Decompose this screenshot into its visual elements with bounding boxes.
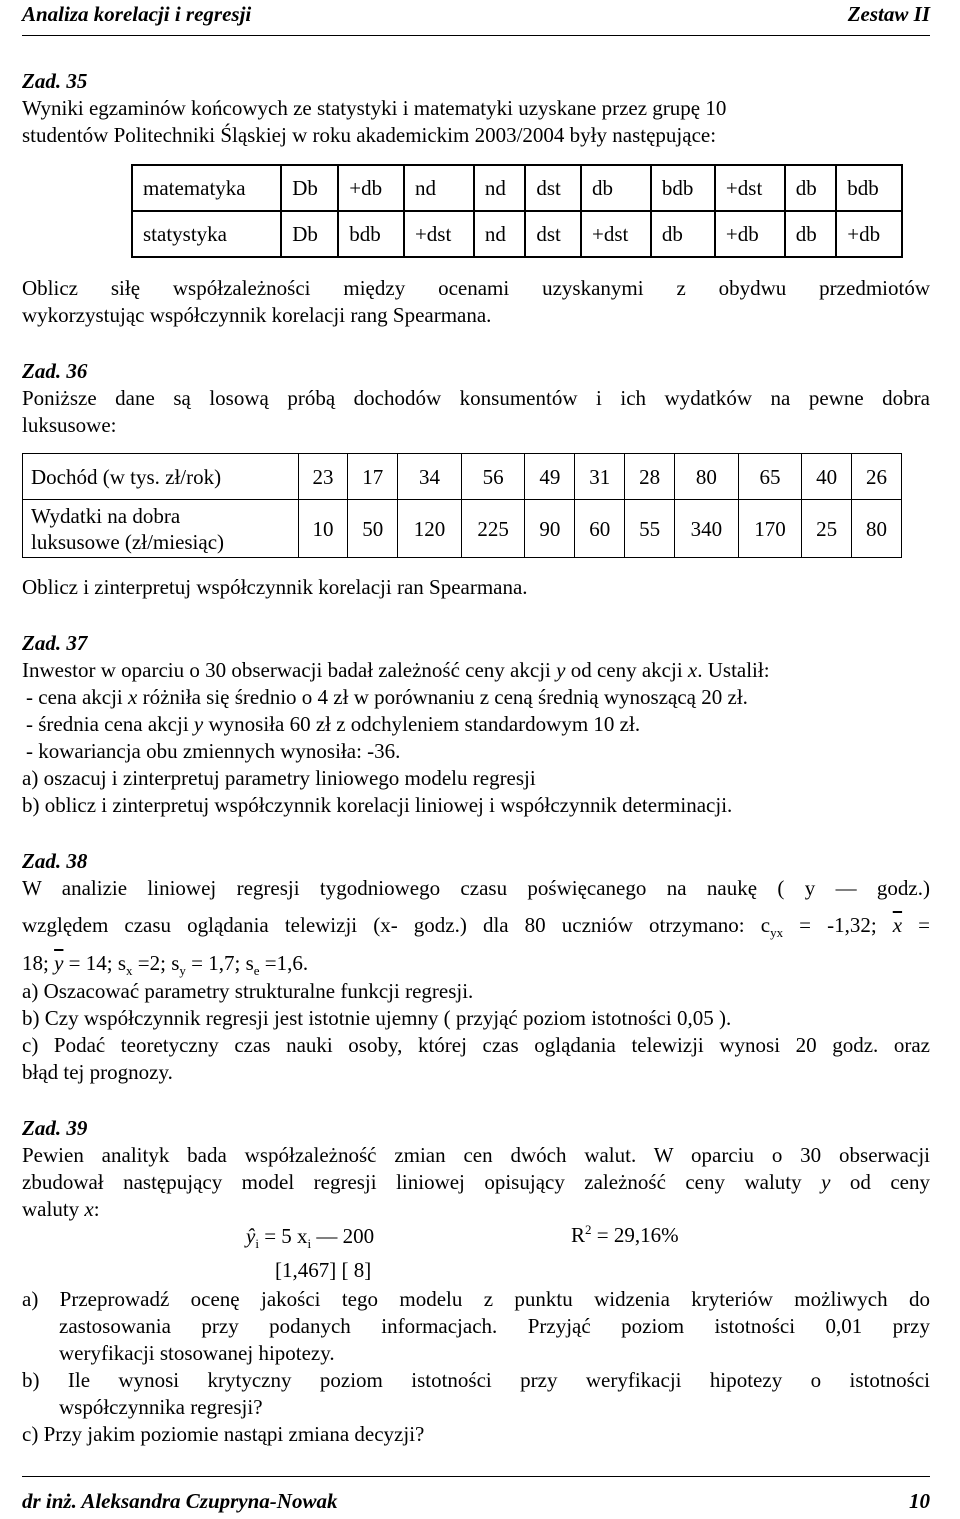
spending-cell: 60 — [575, 500, 625, 558]
t37-l1c: . Ustalił: — [697, 658, 770, 682]
task-36-q: Oblicz i zinterpretuj współczynnik korelacji ran Spearmana. — [22, 575, 528, 599]
spending-cell: 340 — [675, 500, 739, 558]
spending-cell: 225 — [461, 500, 525, 558]
task-37-line-5: a) oszacuj i zinterpretuj parametry liniowego modelu regresji — [22, 766, 536, 790]
var-y: y — [193, 712, 204, 736]
income-label: Dochód (w tys. zł/rok) — [23, 454, 299, 500]
standard-errors: [1,467] [ 8] — [275, 1258, 372, 1282]
t38-l3c: =2; s — [132, 951, 180, 976]
task-39-questions — [22, 1286, 930, 1448]
sub-i: i — [255, 1236, 259, 1252]
income-cell: 28 — [625, 454, 675, 500]
t39-l3b: : — [93, 1197, 100, 1221]
grade-cell: bdb — [651, 165, 715, 211]
page-header — [22, 2, 930, 32]
t38-l2c: = — [902, 913, 931, 937]
t37-l1b: od ceny akcji — [565, 658, 688, 682]
grade-cell: dst — [525, 211, 581, 257]
sup-2: 2 — [585, 1222, 592, 1237]
footer-author: dr inż. Aleksandra Czupryna-Nowak — [22, 1489, 338, 1513]
spending-label-a: Wydatki na dobra — [31, 503, 181, 528]
eq-mid: = 5 x — [258, 1224, 308, 1248]
t39-l3a: waluty — [22, 1197, 85, 1221]
income-table — [22, 453, 902, 558]
grade-cell: db — [651, 211, 715, 257]
spending-label — [23, 500, 299, 558]
task-36-intro-1: Poniższe dane są losową próbą dochodów konsumentów i ich wydatków na pewne dobra — [22, 386, 930, 410]
task-38-line-5: b) Czy współczynnik regresji jest istotnie ujemny ( przyjąć poziom istotności 0,05 ). — [22, 1006, 732, 1030]
spending-row — [23, 500, 902, 558]
task-39-a1: a) Przeprowadź ocenę jakości tego modelu z punktu widzenia kryteriów możliwych do — [22, 1287, 930, 1311]
grade-cell: Db — [281, 211, 338, 257]
task-38 — [22, 848, 930, 902]
task-35-title: Zad. 35 — [22, 69, 88, 93]
task-37-line-6: b) oblicz i zinterpretuj współczynnik korelacji liniowej i współczynnik determinacji. — [22, 793, 733, 817]
grade-cell: +db — [715, 211, 785, 257]
header-title: Analiza korelacji i regresji — [22, 2, 252, 26]
task-37-title: Zad. 37 — [22, 631, 88, 655]
mean-y: $\overline{y}$ — [54, 951, 64, 976]
sub-y: y — [179, 963, 186, 979]
task-37 — [22, 630, 930, 819]
r-squared — [571, 1222, 679, 1248]
task-38-line-1: W analizie liniowej regresji tygodniowego czasu poświęcanego na naukę ( y — godz.) — [22, 876, 930, 900]
task-38-questions — [22, 978, 930, 1086]
t38-l3e: =1,6. — [259, 951, 309, 976]
grades-table — [131, 164, 903, 258]
y-hat: ŷ — [246, 1224, 256, 1248]
var-y: y — [556, 658, 566, 682]
task-39-a3: weryfikacji stosowanej hipotezy. — [59, 1341, 335, 1365]
t38-l3d: = 1,7; s — [185, 951, 254, 976]
r-value: = 29,16% — [591, 1223, 679, 1247]
var-x: x — [84, 1197, 94, 1221]
grade-cell: dst — [525, 165, 581, 211]
grades-label: matematyka — [132, 165, 281, 211]
income-cell: 49 — [525, 454, 575, 500]
task-38-line-7: błąd tej prognozy. — [22, 1060, 173, 1084]
task-37-line-4: - kowariancja obu zmiennych wynosiła: -36. — [26, 739, 401, 763]
task-35-q1: Oblicz siłę współzależności między ocenami uzyskanymi z obydwu przedmiotów — [22, 276, 930, 300]
task-35-question — [22, 275, 930, 329]
spending-cell: 25 — [802, 500, 852, 558]
task-35-intro-1: Wyniki egzaminów końcowych ze statystyki i matematyki uzyskane przez grupę 10 — [22, 96, 727, 120]
task-39-c1: c) Przy jakim poziomie nastąpi zmiana decyzji? — [22, 1422, 425, 1446]
sub-e: e — [253, 963, 260, 979]
grades-label: statystyka — [132, 211, 281, 257]
grade-cell: db — [785, 165, 836, 211]
t39-l2a: zbudował następujący model regresji liniowej opisujący zależność ceny waluty — [22, 1170, 822, 1194]
spending-cell: 55 — [625, 500, 675, 558]
income-cell: 80 — [675, 454, 739, 500]
task-39-line-1: Pewien analityk bada współzależność zmian cen dwóch walut. W oparciu o 30 obserwacji — [22, 1143, 930, 1167]
header-set: Zestaw II — [847, 2, 930, 26]
task-36-title: Zad. 36 — [22, 359, 88, 383]
regression-equation — [246, 1224, 374, 1252]
grades-row-math — [132, 165, 902, 211]
task-39-title: Zad. 39 — [22, 1116, 88, 1140]
eq-end: — 200 — [311, 1224, 375, 1248]
t38-l2b: = -1,32; — [783, 913, 893, 937]
mean-x: $\overline{x}$ — [892, 913, 903, 937]
grade-cell: +dst — [404, 211, 474, 257]
sub-i: i — [307, 1236, 312, 1252]
grade-cell: bdb — [338, 211, 404, 257]
spending-cell: 50 — [348, 500, 398, 558]
page-footer — [22, 1489, 930, 1519]
spending-cell: 120 — [398, 500, 462, 558]
income-cell: 17 — [348, 454, 398, 500]
income-cell: 23 — [298, 454, 348, 500]
sub-x: x — [126, 963, 133, 979]
task-39-b1: b) Ile wynosi krytyczny poziom istotności przy weryfikacji hipotezy o istotności — [22, 1368, 930, 1392]
t38-l3a: 18; — [22, 951, 55, 976]
income-row — [23, 454, 902, 500]
income-cell: 65 — [738, 454, 802, 500]
grade-cell: db — [581, 165, 651, 211]
grade-cell: nd — [474, 211, 525, 257]
task-35-intro-2: studentów Politechniki Śląskiej w roku akademickim 2003/2004 były następujące: — [22, 123, 717, 147]
task-38-body — [22, 910, 930, 986]
task-37-line-2 — [22, 684, 930, 711]
task-38-title: Zad. 38 — [22, 849, 88, 873]
grade-cell: +dst — [715, 165, 785, 211]
footer-rule — [22, 1476, 930, 1477]
income-cell: 40 — [802, 454, 852, 500]
income-cell: 26 — [852, 454, 902, 500]
var-x: x — [128, 685, 138, 709]
sub-yx: yx — [770, 925, 784, 941]
header-rule — [22, 35, 930, 36]
task-35-q2: wykorzystując współczynnik korelacji rang Spearmana. — [22, 303, 492, 327]
income-cell: 34 — [398, 454, 462, 500]
task-38-line-6: c) Podać teoretyczny czas nauki osoby, której czas oglądania telewizji wynosi 20 godz. oraz — [22, 1033, 930, 1057]
task-36-question — [22, 574, 930, 601]
t39-l2b: od ceny — [830, 1170, 930, 1194]
spending-cell: 10 — [298, 500, 348, 558]
t37-l3a: - średnia cena akcji — [26, 712, 194, 736]
var-x: x — [687, 658, 698, 682]
page-number: 10 — [909, 1489, 930, 1513]
t37-l3b: wynosiła 60 zł z odchyleniem standardowym 10 zł. — [203, 712, 641, 736]
task-37-line-1 — [22, 657, 930, 684]
task-36 — [22, 358, 930, 439]
grade-cell: +db — [836, 211, 902, 257]
task-39-line-3 — [22, 1196, 930, 1223]
grade-cell: +dst — [581, 211, 651, 257]
grade-cell: +db — [338, 165, 404, 211]
income-cell: 56 — [461, 454, 525, 500]
grade-cell: nd — [474, 165, 525, 211]
grade-cell: nd — [404, 165, 474, 211]
t38-l3b: = 14; s — [63, 951, 127, 976]
task-35 — [22, 68, 930, 149]
var-y: y — [821, 1170, 831, 1194]
task-38-line-4: a) Oszacować parametry strukturalne funkcji regresji. — [22, 979, 474, 1003]
spending-cell: 90 — [525, 500, 575, 558]
task-39 — [22, 1115, 930, 1223]
t37-l2b: różniła się średnio o 4 zł w porównaniu z ceną średnią wynoszącą 20 zł. — [137, 685, 748, 709]
spending-cell: 170 — [738, 500, 802, 558]
task-38-line-2 — [22, 910, 930, 948]
r-label: R — [571, 1223, 586, 1247]
task-36-intro-2: luksusowe: — [22, 413, 117, 437]
grade-cell: bdb — [836, 165, 902, 211]
t38-l2a: względem czasu oglądania telewizji (x- godz.) dla 80 uczniów otrzymano: c — [22, 913, 771, 937]
spending-label-b: luksusowe (zł/miesiąc) — [31, 529, 225, 554]
t37-l1a: Inwestor w oparciu o 30 obserwacji badał zależność ceny akcji — [22, 658, 557, 682]
task-37-line-3 — [22, 711, 930, 738]
task-39-line-2 — [22, 1169, 930, 1196]
task-39-a2: zastosowania przy podanych informacjach. Przyjąć poziom istotności 0,01 przy — [59, 1314, 930, 1338]
grade-cell: Db — [281, 165, 338, 211]
grades-row-stat — [132, 211, 902, 257]
spending-cell: 80 — [852, 500, 902, 558]
t37-l2a: - cena akcji — [26, 685, 129, 709]
grade-cell: db — [785, 211, 836, 257]
income-cell: 31 — [575, 454, 625, 500]
task-39-b2: współczynnika regresji? — [59, 1395, 263, 1419]
